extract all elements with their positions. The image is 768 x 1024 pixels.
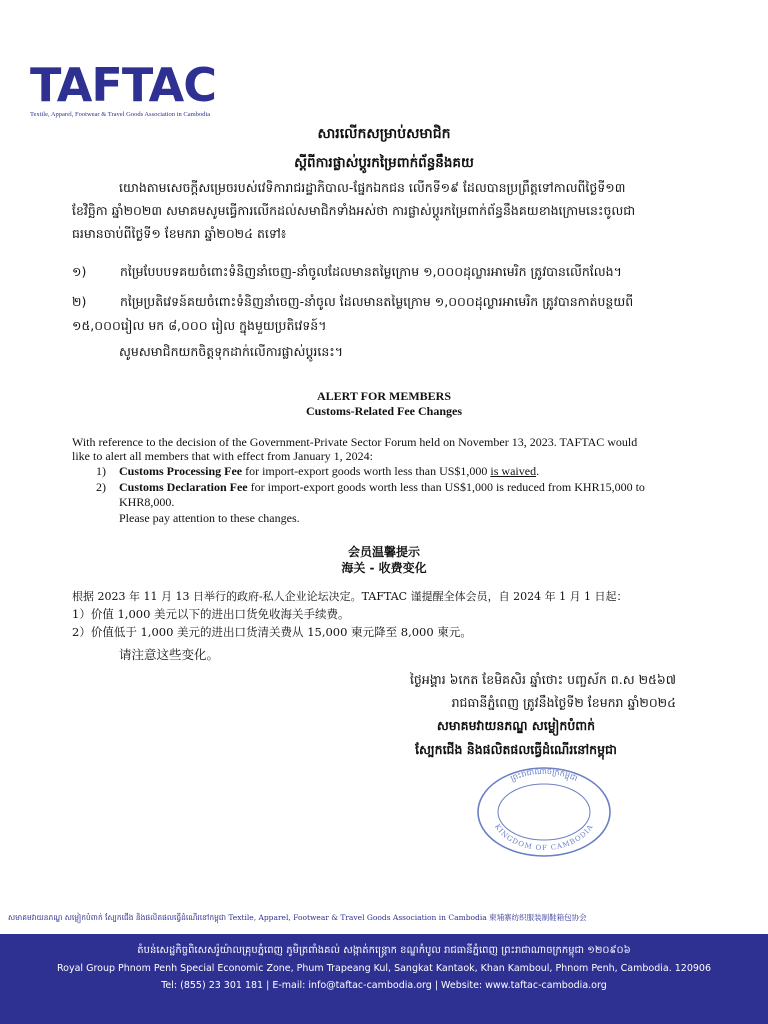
khmer-title: សារលើកសម្រាប់សមាជិក [317, 126, 451, 142]
chinese-item-1: 1）价值 1,000 美元以下的进出口货免收海关手续费。 [72, 607, 350, 621]
english-closing: Please pay attention to these changes. [119, 511, 300, 525]
english-item-2-number: 2) [96, 480, 106, 494]
org-name-line-2: ស្បែកជើង និងផលិតផលធ្វើដំណើរនៅកម្ពុជា [415, 742, 617, 757]
seal-top-text: ព្រះរាជាណាចក្រកម្ពុជា [509, 766, 579, 784]
khmer-paragraph-line-2: ខែវិច្ឆិកា ឆ្នាំ២០២៣ សមាគមសូមធ្វើការលើកដល់សមាជិកទាំងអស់ថា ការផ្លាស់ប្តូរកម្រៃពាក់ព័ន្ធនឹងគយខាងក្រោមនេះចូលជា [72, 203, 636, 218]
english-paragraph-line-1: With reference to the decision of the Government-Private Sector Forum held on November 13, 2023. TAFTAC would [72, 435, 638, 449]
logo-tagline: Textile, Apparel, Footwear & Travel Goods Association in Cambodia [30, 111, 211, 118]
khmer-item-1-number: ១) [72, 264, 87, 279]
english-item-2-line-2: KHR8,000. [119, 495, 175, 509]
english-item-1-underline: is waived [490, 464, 537, 478]
logo-wordmark: TAFTAC [30, 58, 216, 112]
english-item-1 [96, 464, 716, 478]
footer-band [0, 934, 768, 1024]
khmer-item-2-text: កម្រៃប្រតិវេទន៍គយចំពោះទំនិញនាំចេញ-នាំចូល ដែលមានតម្លៃក្រោម ១,០០០ដុល្លារអាមេរិក ត្រូវបានកាត់បន្ថយពី [120, 294, 634, 309]
english-item-2 [96, 480, 716, 494]
chinese-closing: 请注意这些变化。 [119, 647, 220, 662]
lunar-date: ថ្ងៃអង្គារ ៦កេត ខែមិគសិរ ឆ្នាំថោះ បញ្ចស័ក ព.ស ២៥៦៧ [409, 672, 676, 687]
khmer-item-2 [72, 292, 722, 312]
english-item-2-text: for import-export goods worth less than US$1,000 is reduced from KHR15,000 to [247, 480, 645, 494]
english-item-1-bold: Customs Processing Fee [119, 464, 243, 478]
seal-bottom-text: KINGDOM OF CAMBODIA [493, 822, 595, 853]
english-item-2-bold: Customs Declaration Fee [119, 480, 248, 494]
english-item-1-number: 1) [96, 464, 106, 478]
taftac-logo [30, 58, 216, 118]
khmer-item-2-number: ២) [72, 294, 87, 309]
footer-address-khmer: តំបន់សេដ្ឋកិច្ចពិសេសរ៉ូយ៉ាលគ្រុបភ្នំពេញ ភូមិត្រពាំងគល់ សង្កាត់កន្ត្រោក ខណ្ឌកំបូល រាជធានីភ្នំពេញ ព្រះរាជាណាចក្រកម្ពុជា ១២០៩០៦ [137, 945, 631, 956]
association-seal [474, 766, 614, 858]
khmer-paragraph-line-1: យោងតាមសេចក្តីសម្រេចរបស់វេទិការាជរដ្ឋាភិបាល-ផ្នែកឯកជន លើកទី១៩ ដែលបានប្រព្រឹត្តទៅកាលពីថ្ងៃទី១៣ [119, 180, 626, 195]
english-item-1-end: . [536, 464, 540, 478]
khmer-paragraph-line-3: ធរមានចាប់ពីថ្ងៃទី១ ខែមករា ឆ្នាំ២០២៤ តទៅ៖ [72, 226, 287, 241]
svg-text:ព្រះរាជាណាចក្រកម្ពុជា [509, 767, 579, 783]
seal-graphic [474, 766, 614, 858]
khmer-item-1 [72, 262, 722, 282]
khmer-subtitle: ស្តីពីការផ្លាស់ប្តូរកម្រៃពាក់ព័ន្ធនឹងគយ [294, 155, 474, 171]
org-name-line-1: សមាគមវាយនភណ្ឌ សម្លៀកបំពាក់ [436, 718, 596, 733]
chinese-paragraph: 根据 2023 年 11 月 13 日举行的政府-私人企业论坛决定。TAFTAC 谨提醒全体会员，自 2024 年 1 月 1 日起： [72, 590, 628, 603]
footer-address-english: Royal Group Phnom Penh Special Economic Zone, Phum Trapeang Kul, Sangkat Kantaok, Khan Kamboul, Phnom Penh, Cambodia. 120906 [57, 963, 711, 974]
khmer-item-2-line-2: ១៥,០០០រៀល មក ៨,០០០ រៀល ក្នុងមួយប្រតិវេទន៍។ [72, 318, 327, 333]
svg-text:KINGDOM OF CAMBODIA [493, 823, 595, 852]
place-date: រាជធានីភ្នំពេញ ត្រូវនឹងថ្ងៃទី២ ខែមករា ឆ្នាំ២០២៤ [451, 695, 676, 710]
english-subtitle: Customs-Related Fee Changes [306, 404, 462, 418]
chinese-subtitle: 海关 - 收费变化 [341, 561, 427, 575]
chinese-item-2: 2）价值低于 1,000 美元的进出口货清关费从 15,000 柬元降至 8,000 柬元。 [72, 625, 472, 639]
english-paragraph-line-2: like to alert all members that with effect from January 1, 2024: [72, 449, 374, 463]
footer-association-names: សមាគមវាយនភណ្ឌ សម្លៀកបំពាក់ ស្បែកជើង និងផលិតផលធ្វើដំណើរនៅកម្ពុជា Textile, Apparel, Footwear & Travel Goods Association in Cambodia 柬埔寨纺织服装制鞋箱包协会 [8, 913, 587, 922]
footer-contact: Tel: (855) 23 301 181 | E-mail: info@taftac-cambodia.org | Website: www.taftac-cambodia.org [161, 980, 607, 991]
khmer-closing: សូមសមាជិកយកចិត្តទុកដាក់លើការផ្លាស់ប្តូរនេះ។ [119, 344, 343, 359]
english-item-1-text: for import-export goods worth less than US$1,000 [242, 464, 491, 478]
chinese-title: 会员温馨提示 [347, 545, 420, 559]
khmer-item-1-text: កម្រៃបែបបទគយចំពោះទំនិញនាំចេញ-នាំចូលដែលមានតម្លៃក្រោម ១,០០០ដុល្លារអាមេរិក ត្រូវបានលើកលែង។ [120, 264, 622, 279]
english-title: ALERT FOR MEMBERS [316, 389, 452, 403]
